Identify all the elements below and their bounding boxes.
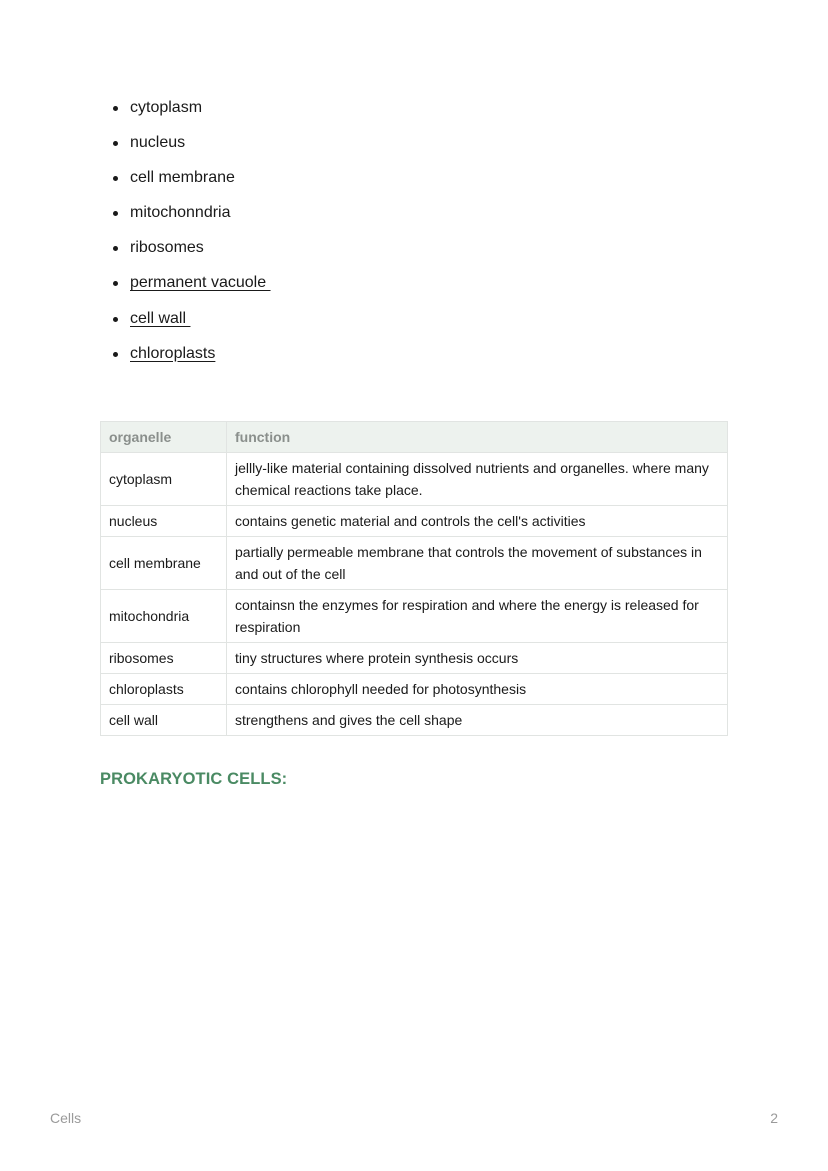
- function-cell: contains genetic material and controls the cell's activities: [227, 506, 728, 537]
- table-row: [101, 537, 728, 590]
- organelle-bullet-list: [100, 98, 271, 379]
- list-item-label-underlined: chloroplasts: [130, 344, 216, 362]
- list-item-label: mitochonndria: [130, 204, 231, 222]
- table-row: [101, 674, 728, 705]
- table-row: [101, 453, 728, 506]
- function-cell: tiny structures where protein synthesis occurs: [227, 643, 728, 674]
- function-cell: containsn the enzymes for respiration and where the energy is released for respiration: [227, 590, 728, 643]
- organelle-function-table: [100, 421, 728, 736]
- list-item: [100, 273, 271, 308]
- section-heading-prokaryotic: PROKARYOTIC CELLS:: [100, 770, 288, 788]
- bullet-icon: [113, 246, 118, 251]
- list-item: [100, 98, 271, 133]
- bullet-icon: [113, 317, 118, 322]
- list-item-label: ribosomes: [130, 239, 204, 257]
- table-row: [101, 590, 728, 643]
- bullet-icon: [113, 106, 118, 111]
- organelle-cell: chloroplasts: [101, 674, 227, 705]
- organelle-cell: cytoplasm: [101, 453, 227, 506]
- organelle-cell: cell wall: [101, 705, 227, 736]
- page-number: 2: [770, 1110, 778, 1126]
- list-item-label-underlined: cell wall: [130, 309, 191, 327]
- list-item: [100, 309, 271, 344]
- function-cell: strengthens and gives the cell shape: [227, 705, 728, 736]
- column-header-function: function: [227, 422, 728, 453]
- list-item-label: cell membrane: [130, 169, 235, 187]
- table-row: [101, 506, 728, 537]
- bullet-icon: [113, 176, 118, 181]
- organelle-cell: nucleus: [101, 506, 227, 537]
- table-row: [101, 705, 728, 736]
- list-item-label: nucleus: [130, 134, 186, 152]
- table-row: [101, 643, 728, 674]
- organelle-cell: cell membrane: [101, 537, 227, 590]
- bullet-icon: [113, 281, 118, 286]
- bullet-icon: [113, 352, 118, 357]
- function-cell: partially permeable membrane that controls the movement of substances in and out of the cell: [227, 537, 728, 590]
- list-item: [100, 238, 271, 273]
- function-cell: contains chlorophyll needed for photosynthesis: [227, 674, 728, 705]
- organelle-cell: ribosomes: [101, 643, 227, 674]
- list-item: [100, 133, 271, 168]
- list-item-label-underlined: permanent vacuole: [130, 274, 271, 292]
- column-header-organelle: organelle: [101, 422, 227, 453]
- footer-title: Cells: [50, 1110, 82, 1126]
- organelle-cell: mitochondria: [101, 590, 227, 643]
- list-item: [100, 168, 271, 203]
- table-header-row: [101, 422, 728, 453]
- function-cell: jellly-like material containing dissolved nutrients and organelles. where many chemical reactions take place.: [227, 453, 728, 506]
- list-item: [100, 344, 271, 379]
- list-item: [100, 203, 271, 238]
- bullet-icon: [113, 141, 118, 146]
- bullet-icon: [113, 211, 118, 216]
- list-item-label: cytoplasm: [130, 99, 203, 116]
